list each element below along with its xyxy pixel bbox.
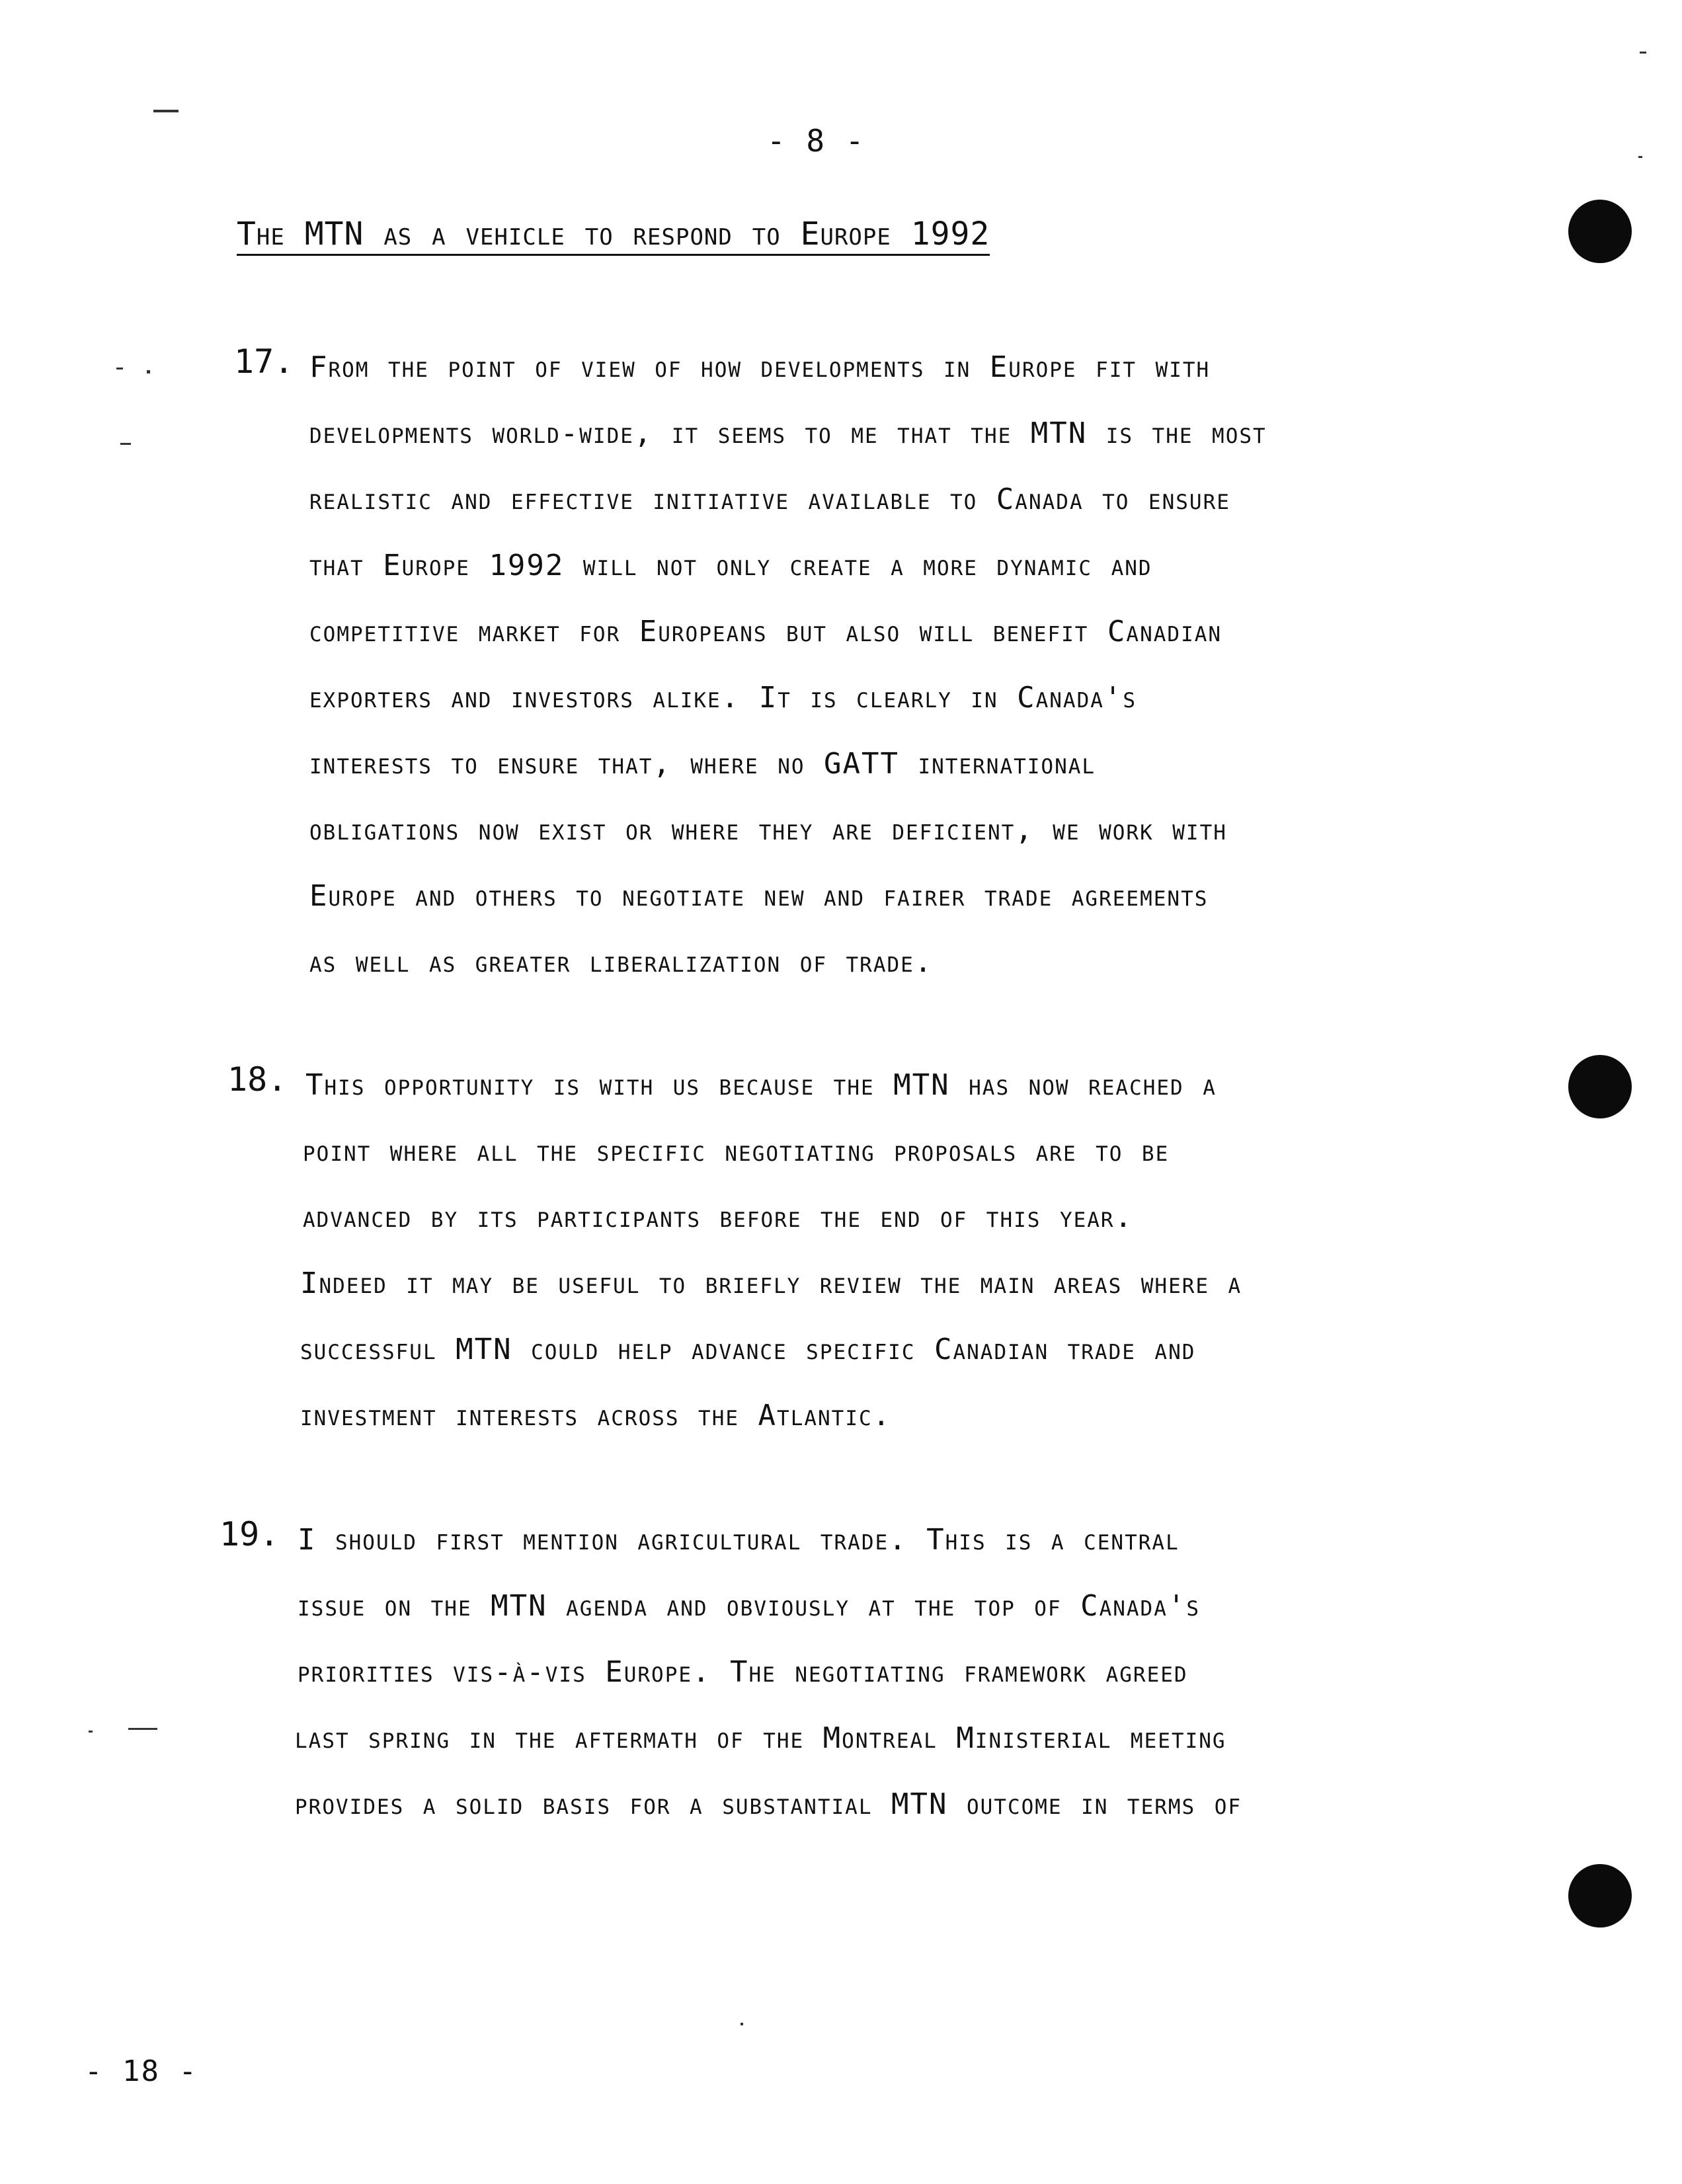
punch-hole bbox=[1568, 1055, 1632, 1118]
paragraph-line: point where all the specific negotiating proposals are to be bbox=[303, 1134, 1170, 1168]
paragraph-line: issue on the MTN agenda and obviously at the top of Canada's bbox=[298, 1589, 1201, 1623]
paragraph-line: as well as greater liberalization of trade. bbox=[309, 945, 934, 979]
page-number: - 8 - bbox=[767, 123, 865, 159]
paragraph-line: This opportunity is with us because the MTN has now reached a bbox=[305, 1068, 1217, 1102]
margin-mark bbox=[89, 1731, 93, 1733]
paragraph-line: last spring in the aftermath of the Montreal Ministerial meeting bbox=[295, 1721, 1226, 1755]
paragraph-line: Europe and others to negotiate new and fairer trade agreements bbox=[309, 879, 1209, 913]
margin-mark bbox=[116, 368, 123, 370]
paragraph-line: developments world-wide, it seems to me that the MTN is the most bbox=[309, 416, 1267, 450]
margin-mark bbox=[147, 370, 150, 373]
margin-mark bbox=[1640, 52, 1646, 54]
paragraph-line: I should first mention agricultural trade. This is a central bbox=[298, 1523, 1180, 1557]
section-heading: The MTN as a vehicle to respond to Europe 1992 bbox=[237, 215, 990, 256]
paragraph-line: exporters and investors alike. It is clearly in Canada's bbox=[309, 681, 1137, 715]
paragraph-number: 19. bbox=[220, 1515, 280, 1553]
paragraph-line: successful MTN could help advance specific Canadian trade and bbox=[300, 1333, 1196, 1366]
paragraph-line: interests to ensure that, where no GATT international bbox=[309, 747, 1096, 781]
paragraph-line: advanced by its participants before the end of this year. bbox=[303, 1200, 1134, 1234]
paragraph-line: obligations now exist or where they are deficient, we work with bbox=[309, 813, 1227, 847]
paragraph-line: From the point of view of how developments in Europe fit with bbox=[309, 350, 1211, 384]
punch-hole bbox=[1568, 200, 1632, 263]
paragraph-line: provides a solid basis for a substantial MTN outcome in terms of bbox=[295, 1787, 1242, 1821]
punch-hole bbox=[1568, 1864, 1632, 1928]
margin-mark bbox=[153, 110, 179, 112]
paragraph-line: realistic and effective initiative available to Canada to ensure bbox=[309, 483, 1230, 516]
paragraph-line: Indeed it may be useful to briefly review the main areas where a bbox=[300, 1267, 1242, 1300]
margin-mark bbox=[128, 1728, 157, 1730]
footer-page-number: - 18 - bbox=[85, 2054, 198, 2088]
paragraph-number: 18. bbox=[227, 1060, 288, 1099]
paragraph-line: competitive market for Europeans but also will benefit Canadian bbox=[309, 615, 1222, 648]
paragraph-line: investment interests across the Atlantic. bbox=[300, 1399, 892, 1432]
paragraph-line: priorities vis-à-vis Europe. The negotiating framework agreed bbox=[298, 1655, 1188, 1689]
margin-mark bbox=[741, 2023, 743, 2025]
margin-mark bbox=[1638, 156, 1642, 158]
paragraph-line: that Europe 1992 will not only create a more dynamic and bbox=[309, 549, 1152, 582]
margin-mark bbox=[120, 443, 131, 445]
paragraph-number: 17. bbox=[234, 342, 294, 381]
